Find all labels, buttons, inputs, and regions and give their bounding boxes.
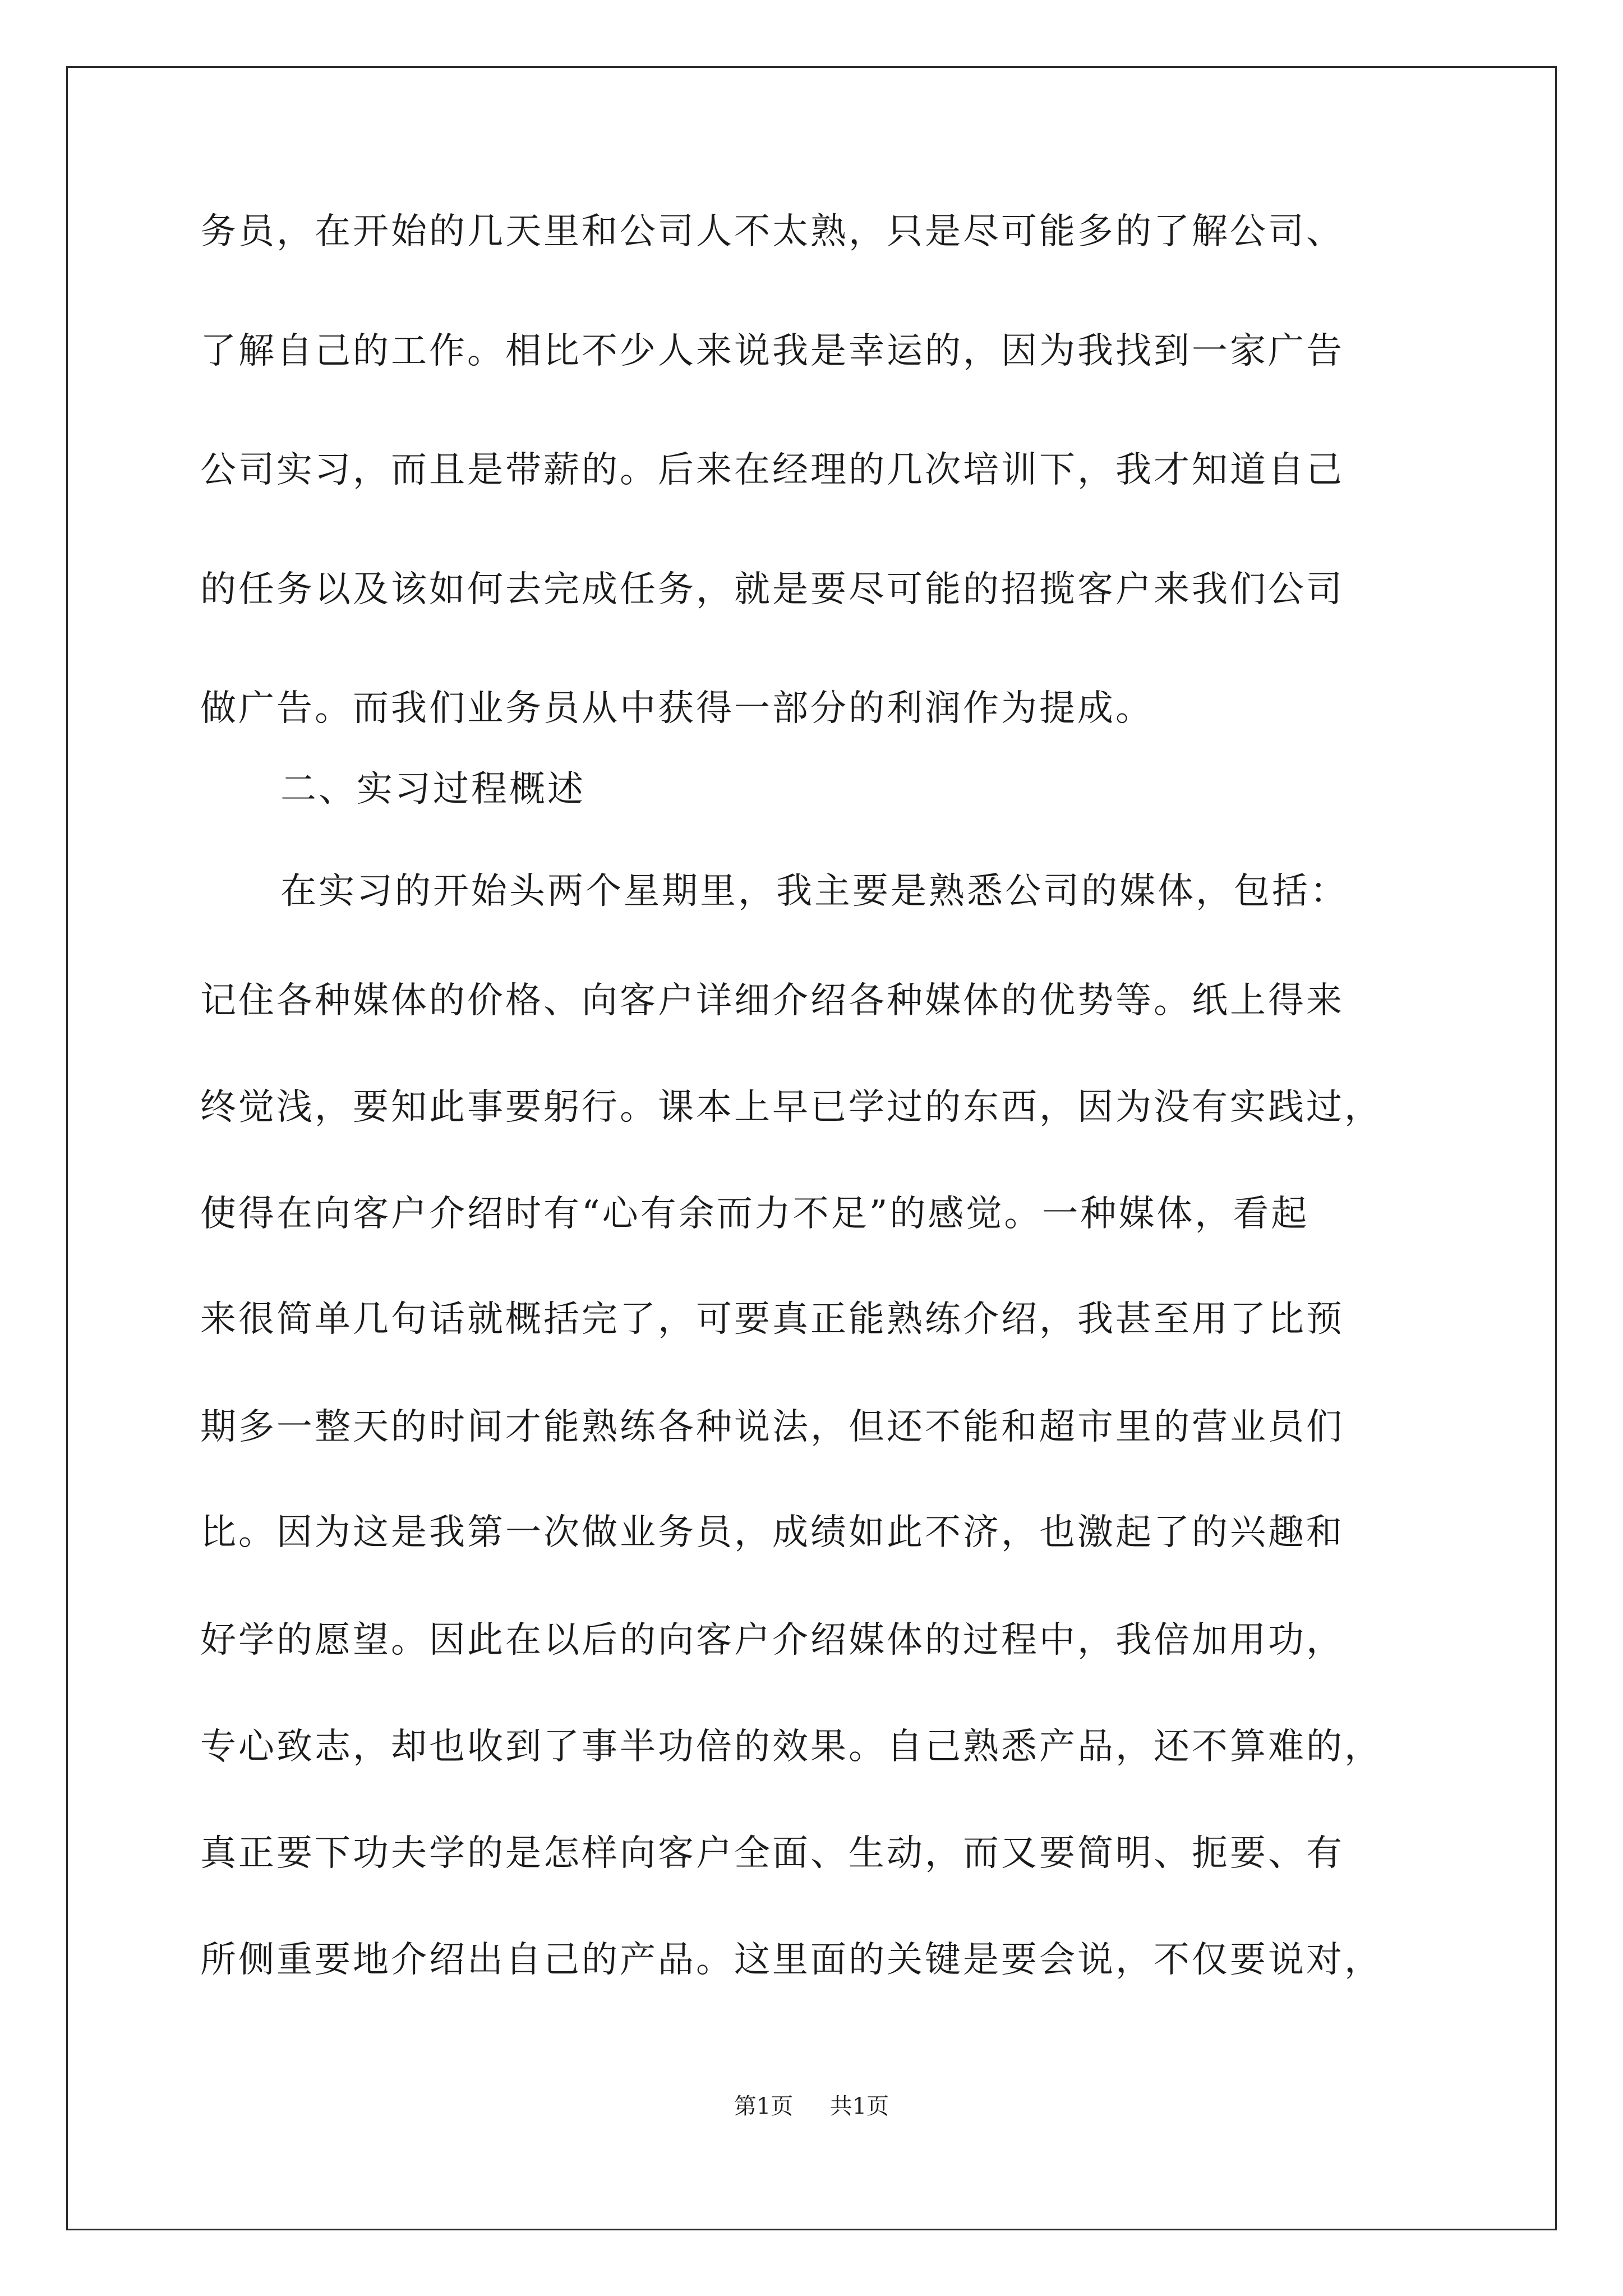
paragraph-line: 来很简单几句话就概括完了，可要真正能熟练介绍，我甚至用了比预 xyxy=(200,1299,1344,1340)
paragraph-line: 使得在向客户介绍时有“心有余而力不足”的感觉。一种媒体，看起 xyxy=(200,1193,1310,1235)
paragraph-line: 好学的愿望。因此在以后的向客户介绍媒体的过程中，我倍加用功， xyxy=(200,1619,1344,1661)
paragraph-line: 期多一整天的时间才能熟练各种说法，但还不能和超市里的营业员们 xyxy=(200,1406,1344,1448)
paragraph-line: 务员，在开始的几天里和公司人不太熟，只是尽可能多的了解公司、 xyxy=(200,211,1344,252)
page-number: 第1页 xyxy=(734,2093,794,2119)
paragraph-line: 的任务以及该如何去完成任务，就是要尽可能的招揽客户来我们公司 xyxy=(200,569,1344,610)
section-heading: 二、实习过程概述 xyxy=(280,769,585,810)
page-footer xyxy=(0,2090,1623,2123)
paragraph-line: 真正要下功夫学的是怎样向客户全面、生动，而又要简明、扼要、有 xyxy=(200,1833,1344,1874)
paragraph-line: 公司实习，而且是带薪的。后来在经理的几次培训下，我才知道自己 xyxy=(200,449,1344,491)
paragraph-line: 记住各种媒体的价格、向客户详细介绍各种媒体的优势等。纸上得来 xyxy=(200,980,1344,1022)
paragraph-line: 在实习的开始头两个星期里，我主要是熟悉公司的媒体，包括： xyxy=(280,871,1348,912)
page-border xyxy=(66,66,1557,2230)
paragraph-line: 专心致志，却也收到了事半功倍的效果。自己熟悉产品，还不算难的， xyxy=(200,1726,1382,1768)
paragraph-line: 做广告。而我们业务员从中获得一部分的利润作为提成。 xyxy=(200,688,1154,729)
paragraph-line: 所侧重要地介绍出自己的产品。这里面的关键是要会说，不仅要说对， xyxy=(200,1939,1382,1981)
paragraph-line: 终觉浅，要知此事要躬行。课本上早已学过的东西，因为没有实践过， xyxy=(200,1087,1382,1128)
paragraph-line: 比。因为这是我第一次做业务员，成绩如此不济，也激起了的兴趣和 xyxy=(200,1512,1344,1553)
page-total: 共1页 xyxy=(829,2093,889,2119)
paragraph-line: 了解自己的工作。相比不少人来说我是幸运的，因为我找到一家广告 xyxy=(200,330,1344,372)
